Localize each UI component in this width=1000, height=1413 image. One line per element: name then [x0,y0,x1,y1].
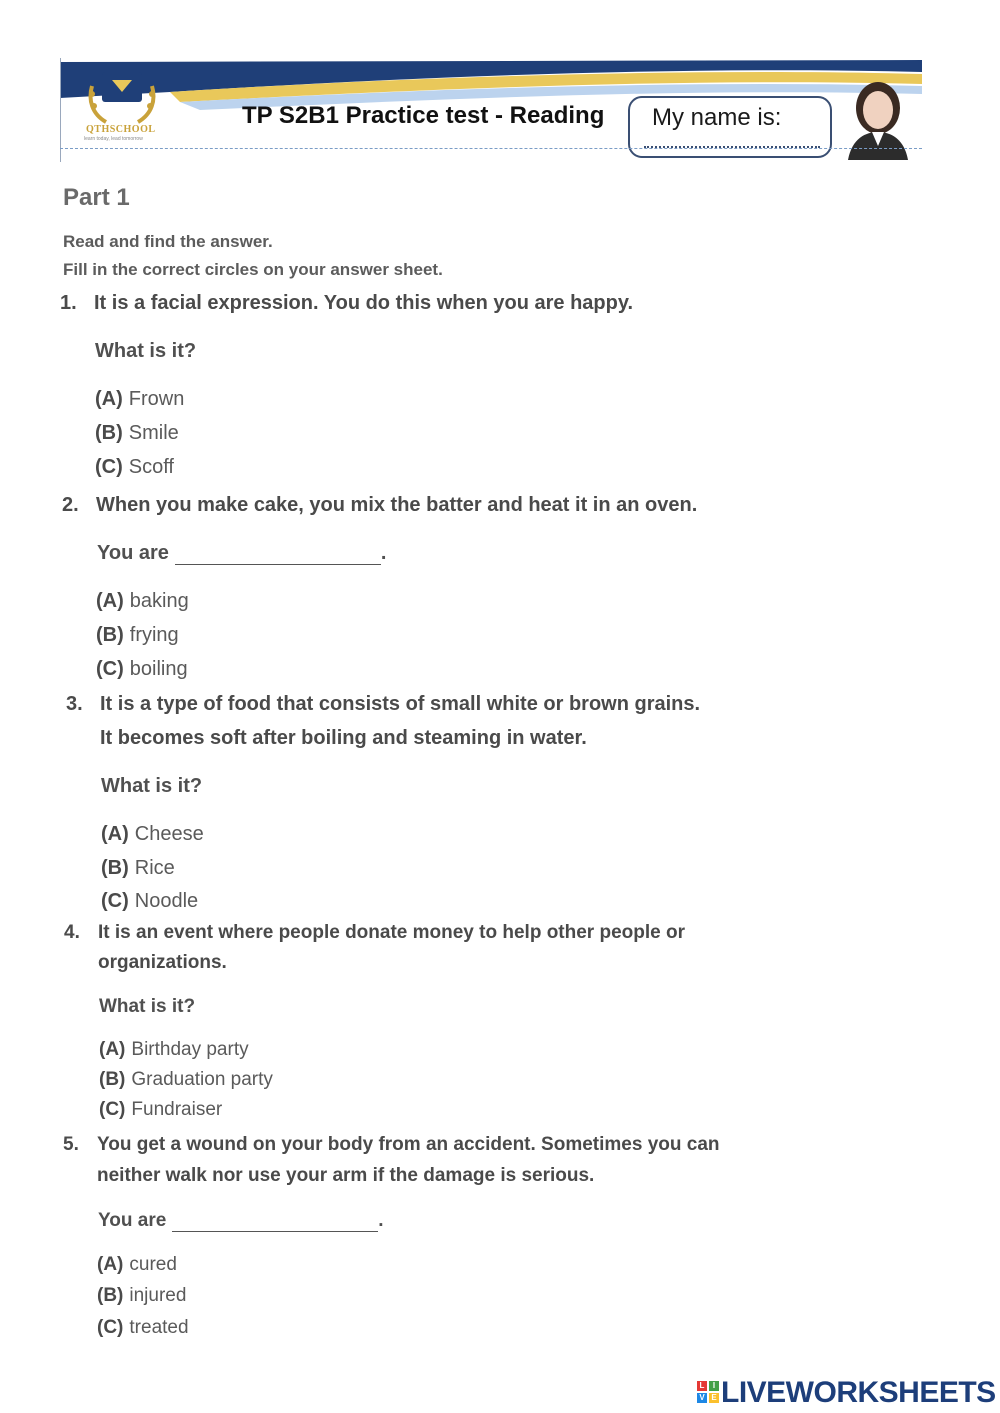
question-prompt [97,542,386,565]
option-text: baking [129,590,189,612]
option-4b[interactable] [99,1069,273,1091]
icon-letter: E [709,1393,719,1403]
icon-letter: I [709,1381,719,1391]
name-label: My name is: [652,104,782,131]
option-letter: (C) [101,890,129,912]
header-banner [60,58,922,162]
option-text: frying [129,624,179,646]
option-1c[interactable] [95,456,174,479]
option-5b[interactable] [97,1285,186,1307]
option-text: boiling [129,658,188,680]
option-letter: (A) [95,388,123,410]
question-prompt: What is it? [95,340,197,362]
liveworksheets-brand: LIVEWORKSHEETS [721,1376,996,1409]
instruction-line: Fill in the correct circles on your answer sheet. [63,260,443,279]
question-text: It is a facial expression. You do this when you are happy. [94,292,634,314]
option-letter: (B) [101,857,129,879]
option-letter: (A) [101,823,129,845]
option-text: Cheese [134,823,204,845]
question-prompt: What is it? [99,996,196,1017]
option-text: injured [129,1285,187,1306]
option-text: Frown [128,388,185,410]
question-number: 5. [63,1134,79,1155]
option-5c[interactable] [97,1317,189,1339]
option-text: Noodle [134,890,199,912]
answer-blank[interactable] [172,1213,378,1232]
prompt-text: You are [97,542,169,564]
option-text: treated [129,1317,189,1338]
question-number: 3. [66,693,83,715]
question-1 [60,292,633,315]
option-letter: (C) [97,1317,124,1338]
question-text-continued: organizations. [98,952,227,973]
option-letter: (B) [96,624,124,646]
question-text: When you make cake, you mix the batter and heat it in an oven. [96,494,698,516]
question-text-continued: neither walk nor use your arm if the damage is serious. [97,1165,595,1186]
question-number: 2. [62,494,79,516]
question-4 [64,922,685,944]
question-3 [66,693,700,716]
page-title: TP S2B1 Practice test - Reading [242,102,605,129]
logo-text: QTHSCHOOL [86,124,156,135]
question-2 [62,494,697,517]
logo-subtext: learn today, lead tomorrow [84,136,143,142]
option-text: Graduation party [131,1069,273,1090]
option-1b[interactable] [95,422,179,445]
question-text: It is an event where people donate money to help other people or [98,922,685,943]
prompt-text: You are [98,1210,167,1231]
header-divider [60,148,922,149]
option-letter: (B) [95,422,123,444]
option-letter: (A) [99,1039,126,1060]
option-text: Birthday party [131,1039,249,1060]
option-letter: (C) [99,1099,126,1120]
option-3c[interactable] [101,890,198,913]
option-letter: (C) [95,456,123,478]
question-number: 1. [60,292,77,314]
liveworksheets-icon [697,1380,721,1406]
question-prompt: What is it? [101,775,203,797]
option-text: Scoff [128,456,174,478]
option-2b[interactable] [96,624,179,647]
option-text: cured [129,1254,177,1275]
instruction-line: Read and find the answer. [63,232,273,251]
option-2a[interactable] [96,590,189,613]
question-text: It is a type of food that consists of small white or brown grains. [100,693,701,715]
part-title: Part 1 [63,184,130,211]
option-2c[interactable] [96,658,188,681]
option-letter: (B) [99,1069,126,1090]
option-letter: (B) [97,1285,124,1306]
option-1a[interactable] [95,388,184,411]
option-letter: (A) [97,1254,124,1275]
question-5 [63,1134,720,1156]
option-text: Fundraiser [131,1099,223,1120]
option-letter: (A) [96,590,124,612]
option-text: Rice [134,857,175,879]
answer-blank[interactable] [175,546,381,565]
option-5a[interactable] [97,1254,177,1276]
option-4a[interactable] [99,1039,249,1061]
option-text: Smile [128,422,179,444]
option-4c[interactable] [99,1099,222,1121]
question-prompt [98,1210,384,1232]
option-3a[interactable] [101,823,204,846]
prompt-end: . [378,1210,384,1231]
question-text-continued: It becomes soft after boiling and steaming in water. [100,727,587,749]
option-letter: (C) [96,658,124,680]
liveworksheets-logo [697,1376,996,1412]
question-text: You get a wound on your body from an accident. Sometimes you can [97,1134,720,1155]
icon-letter: V [697,1393,707,1403]
icon-letter: L [697,1381,707,1391]
option-3b[interactable] [101,857,175,880]
prompt-end: . [380,542,387,564]
question-number: 4. [64,922,80,943]
